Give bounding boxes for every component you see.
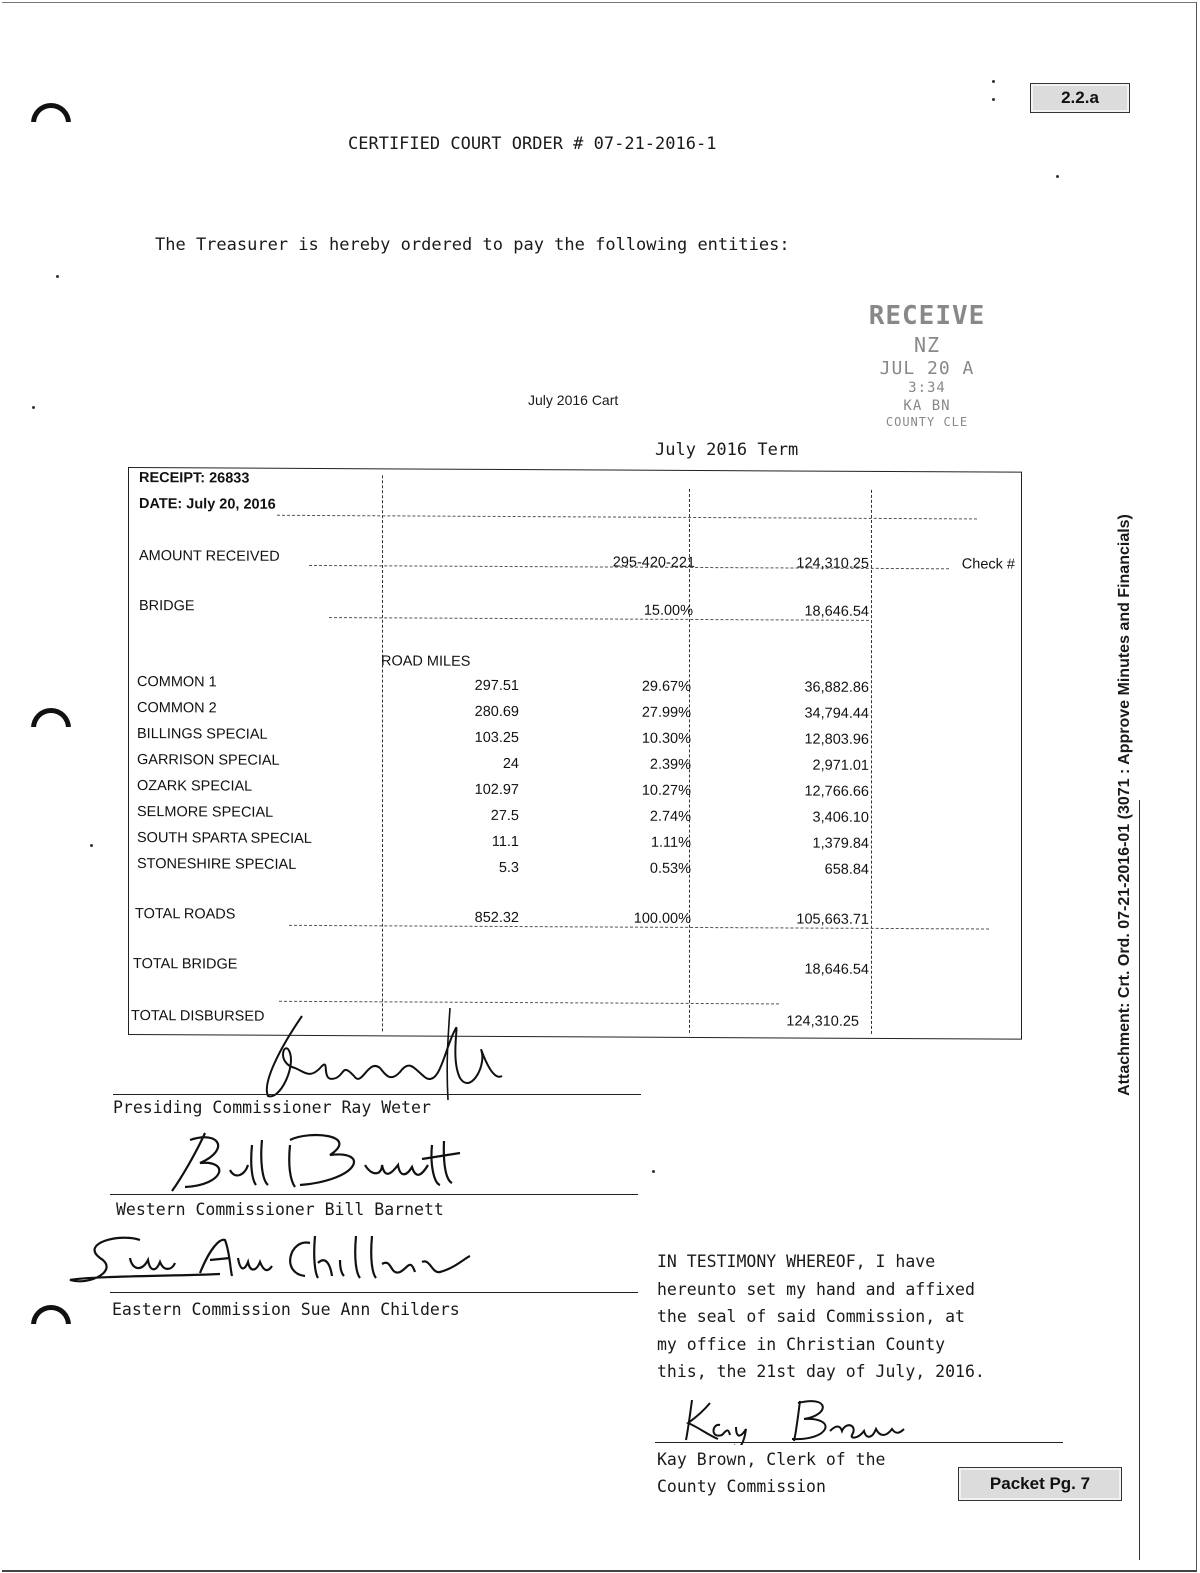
signature-kay-brown: [680, 1395, 910, 1445]
road-miles-header: ROAD MILES: [381, 653, 471, 670]
row-amount: 2,971.01: [812, 757, 869, 774]
row-label: OZARK SPECIAL: [137, 778, 253, 795]
row-miles: 24: [502, 755, 519, 773]
receipt-date: DATE: July 20, 2016: [139, 496, 276, 513]
packet-page-label: Packet Pg. 7: [989, 1474, 1091, 1493]
signature-line-western: [110, 1194, 638, 1195]
bridge-label: BRIDGE: [139, 598, 195, 615]
stamp-line: NZ: [913, 332, 941, 357]
cart-title: July 2016 Cart: [528, 392, 619, 408]
receipt-number: RECEIPT: 26833: [139, 470, 250, 487]
row-label: BILLINGS SPECIAL: [137, 726, 268, 743]
row-label: SOUTH SPARTA SPECIAL: [137, 830, 312, 847]
row-miles: 102.97: [474, 781, 519, 799]
stamp-line: 3:34: [908, 380, 946, 396]
signature-line-presiding: [113, 1094, 641, 1095]
row-amount: 1,379.84: [812, 835, 869, 852]
scan-speck: [90, 844, 93, 847]
total-roads-percent: 100.00%: [633, 910, 691, 927]
row-percent: 1.11%: [650, 834, 691, 851]
testimony-line: hereunto set my hand and affixed: [657, 1279, 975, 1299]
western-commissioner-label: Western Commissioner Bill Barnett: [116, 1200, 444, 1219]
bridge-percent: 15.00%: [643, 602, 693, 619]
scan-speck: [652, 1170, 655, 1173]
row-miles: 27.5: [490, 807, 519, 825]
amount-received-value: 124,310.25: [796, 555, 869, 572]
stamp-line: RECEIVE: [868, 301, 986, 331]
scan-speck: [56, 275, 59, 278]
packet-page-tag: [958, 1467, 1122, 1501]
row-label: COMMON 1: [137, 674, 217, 691]
row-percent: 10.27%: [641, 782, 691, 799]
row-label: COMMON 2: [137, 700, 217, 717]
row-label: GARRISON SPECIAL: [137, 752, 280, 769]
received-stamp: [852, 300, 1002, 430]
total-roads-miles: 852.32: [474, 909, 519, 927]
row-amount: 36,882.86: [804, 679, 869, 696]
row-miles: 297.51: [474, 677, 519, 695]
row-percent: 2.39%: [649, 756, 691, 773]
signature-sue-ann-childers: [60, 1228, 480, 1293]
total-bridge-label: TOTAL BRIDGE: [133, 956, 238, 973]
row-label: STONESHIRE SPECIAL: [137, 856, 297, 873]
distribution-table: [128, 467, 1022, 1040]
row-label: SELMORE SPECIAL: [137, 804, 274, 821]
row-miles: 103.25: [474, 729, 519, 747]
account-number: 295-420-221: [612, 554, 695, 571]
row-amount: 12,766.66: [804, 783, 869, 800]
punch-hole-bottom: [31, 1305, 71, 1345]
total-roads-amount: 105,663.71: [796, 911, 869, 928]
stamp-line: COUNTY CLE: [885, 415, 969, 429]
testimony-line: the seal of said Commission, at: [657, 1307, 965, 1326]
punch-hole-top: [31, 103, 71, 143]
eastern-commissioner-label: Eastern Commission Sue Ann Childers: [112, 1300, 460, 1319]
testimony-line: my office in Christian County: [657, 1334, 946, 1354]
testimony-line: this, the 21st day of July, 2016.: [657, 1362, 985, 1381]
row-miles: 280.69: [474, 703, 519, 721]
row-amount: 658.84: [824, 861, 869, 878]
amount-received-label: AMOUNT RECEIVED: [139, 548, 280, 565]
scan-speck: [992, 80, 995, 83]
row-percent: 0.53%: [649, 860, 691, 877]
signature-line-eastern: [110, 1292, 638, 1293]
sidebar-rule: [1139, 800, 1140, 1560]
total-disbursed-amount: 124,310.25: [786, 1013, 859, 1030]
bridge-amount: 18,646.54: [804, 603, 869, 620]
item-tag: [1030, 83, 1130, 113]
testimony-paragraph: [657, 1248, 985, 1386]
presiding-commissioner-label: Presiding Commissioner Ray Weter: [113, 1098, 431, 1117]
punch-hole-middle: [31, 708, 71, 748]
item-tag-label: 2.2.a: [1061, 88, 1099, 107]
total-bridge-amount: 18,646.54: [804, 961, 869, 978]
row-percent: 27.99%: [641, 704, 691, 721]
page-title: CERTIFIED COURT ORDER # 07-21-2016-1: [348, 134, 717, 154]
row-amount: 34,794.44: [804, 705, 869, 722]
stamp-line: KA BN: [903, 397, 951, 414]
intro-text: The Treasurer is hereby ordered to pay the following entities:: [155, 235, 790, 255]
column-divider: [871, 490, 872, 1034]
attachment-sidebar-label: Attachment: Crt. Ord. 07-21-2016-01 (3071 : Approve Minutes and Financials): [1116, 514, 1133, 1096]
check-number-label: Check #: [961, 556, 1015, 573]
column-divider: [382, 475, 383, 1031]
total-disbursed-label: TOTAL DISBURSED: [131, 1008, 265, 1025]
scan-speck: [32, 406, 35, 409]
row-percent: 2.74%: [649, 808, 691, 825]
total-roads-label: TOTAL ROADS: [135, 906, 236, 923]
signature-line-clerk: [655, 1442, 1063, 1443]
scan-speck: [1056, 175, 1059, 178]
stamp-line: JUL 20 A: [879, 357, 975, 379]
clerk-label-line-2: County Commission: [657, 1477, 826, 1496]
row-amount: 12,803.96: [804, 731, 869, 748]
term-label: July 2016 Term: [655, 440, 799, 460]
signature-bill-barnett: [160, 1125, 470, 1200]
row-percent: 29.67%: [641, 678, 691, 695]
row-miles: 5.3: [498, 859, 519, 877]
row-divider: [279, 1001, 779, 1005]
clerk-label-line-1: Kay Brown, Clerk of the: [657, 1450, 886, 1469]
row-miles: 11.1: [491, 833, 519, 851]
testimony-line: IN TESTIMONY WHEREOF, I have: [657, 1252, 936, 1271]
row-percent: 10.30%: [641, 730, 691, 747]
signature-ray-weter: [250, 1008, 520, 1103]
scan-speck: [992, 98, 995, 101]
row-amount: 3,406.10: [812, 809, 869, 826]
